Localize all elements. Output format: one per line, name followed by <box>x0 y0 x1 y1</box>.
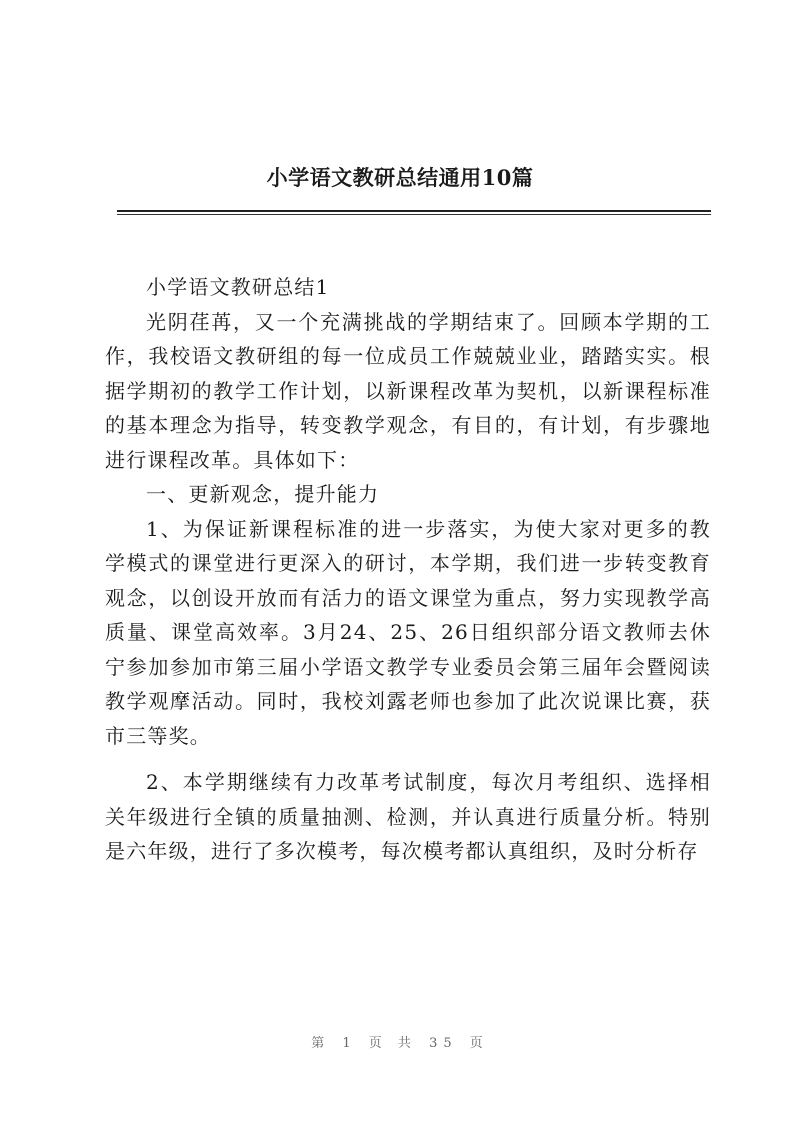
paragraph-intro: 光阴荏苒，又一个充满挑战的学期结束了。回顾本学期的工作，我校语文教研组的每一位成员工作兢兢业业，踏踏实实。根据学期初的教学工作计划，以新课程改革为契机，以新课程标准的基本理念为指导，转变教学观念，有目的，有计划，有步骤地进行课程改革。具体如下： <box>105 309 711 472</box>
footer-label-pages: 页 <box>469 1036 489 1051</box>
title-rule-thick <box>117 210 711 212</box>
footer-label-of: 页 共 <box>368 1036 417 1051</box>
document-body <box>105 270 711 869</box>
footer-current-page: 1 <box>342 1036 357 1051</box>
paragraph-item-2: 2、本学期继续有力改革考试制度，每次月考组织、选择相关年级进行全镇的质量抽测、检测，并认真进行质量分析。特别是六年级，进行了多次模考，每次模考都认真组织，及时分析存 <box>105 770 711 863</box>
document-title: 小学语文教研总结通用10篇 <box>266 165 534 190</box>
section-title: 小学语文教研总结1 <box>146 275 330 299</box>
title-rule-thin <box>117 214 711 215</box>
page-footer <box>0 1032 800 1051</box>
paragraph-item-1: 1、为保证新课程标准的进一步落实，为使大家对更多的教学模式的课堂进行更深入的研讨，本学期，我们进一步转变教育观念，以创设开放而有活力的语文课堂为重点，努力实现教学高质量、课堂高效率。3月24、25、26日组织部分语文教师去休宁参加参加市第三届小学语文教学专业委员会第三届年会暨阅读教学观摩活动。同时，我校刘露老师也参加了此次说课比赛，获市三等奖。 <box>105 516 711 748</box>
footer-total-pages: 35 <box>429 1036 458 1051</box>
section-heading: 一、更新观念，提升能力 <box>146 482 380 506</box>
footer-label-page: 第 <box>311 1036 331 1051</box>
